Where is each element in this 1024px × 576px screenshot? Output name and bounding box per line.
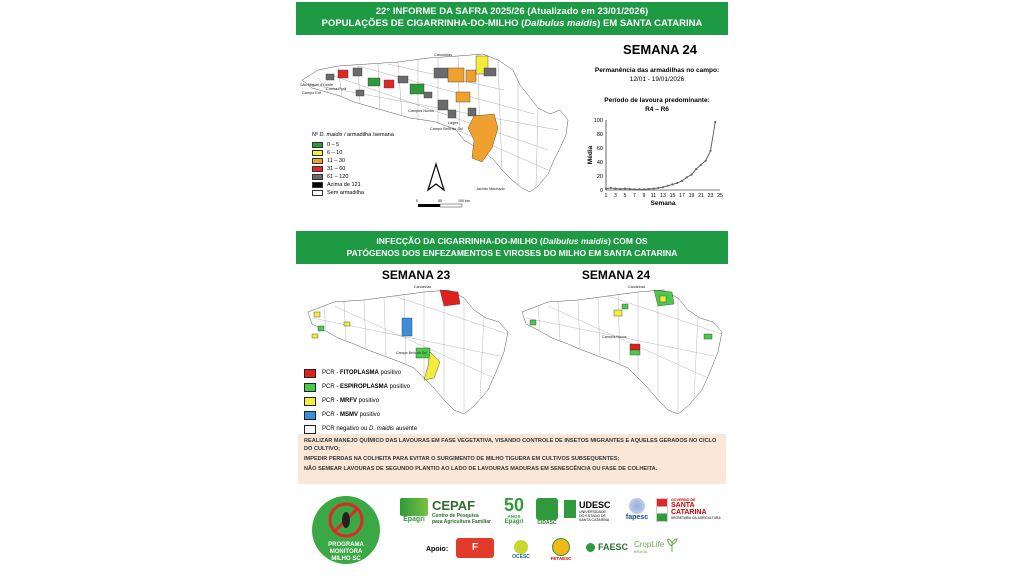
label-cunha-pora: Cunha Porã (326, 87, 347, 91)
fetaesc-logo: FETAESC (546, 538, 576, 561)
series-line (606, 122, 715, 189)
data-point (614, 188, 616, 190)
legend-item (312, 157, 394, 165)
pcr-label: PCR - ESPIROPLASMA positivo (322, 384, 411, 390)
svg-text:MONITORA: MONITORA (329, 549, 363, 555)
svg-text:Canoinhas: Canoinhas (628, 285, 646, 289)
legend-swatch (312, 142, 323, 148)
label-campos-novos: Campos Novos (408, 109, 434, 113)
x-tick-label: 11 (650, 193, 657, 199)
svg-text:Canoinhas: Canoinhas (414, 285, 432, 289)
data-point (676, 182, 678, 184)
week23-map-title: SEMANA 23 (381, 268, 451, 282)
gov-sc-logo: GOVERNO DE SANTA CATARINA SECRETARIA DA AGRICULTURA (656, 498, 722, 522)
x-tick-label: 19 (688, 193, 695, 199)
pcr-swatch (304, 383, 316, 392)
data-point (705, 160, 707, 162)
pcr-swatch (304, 425, 316, 434)
legend-label: 11 – 30 (327, 158, 345, 164)
infection-map-week24 (518, 282, 728, 422)
population-chart (586, 114, 726, 218)
legend-label: 0 – 5 (327, 142, 340, 148)
reco-3: NÃO SEMEAR LAVOURAS DE SEGUNDO PLANTIO AO LADO DE LAVOURAS MADURAS EM SENESCÊNCIA OU FASE DE COLHEITA. (304, 466, 658, 472)
week24-title: SEMANA 24 (623, 42, 697, 57)
legend-title: Nº D. maidis / armadilha /semana (312, 132, 394, 138)
data-point (619, 188, 621, 190)
svg-text:Campos Novos: Campos Novos (602, 335, 627, 339)
footer-logos (296, 490, 728, 576)
epagri-logo: Epagri (398, 498, 430, 523)
y-tick-label: 0 (599, 188, 603, 194)
pcr-legend-item (304, 394, 417, 408)
udesc-logo: UDESC UNIVERSIDADE DO ESTADO DE SANTA CATARINA (564, 500, 620, 522)
pcr-label: PCR - MSMV positivo (322, 412, 381, 418)
cepaf-logo: CEPAF Centro de Pesquisa para Agricultura Familiar (432, 498, 491, 525)
population-legend (312, 132, 394, 197)
x-tick-label: 9 (642, 193, 646, 199)
legend-swatch (312, 174, 323, 180)
y-axis-label: Média (587, 145, 594, 165)
label-jacinto: Jacinto Machado (476, 187, 505, 191)
recommendations (298, 434, 726, 484)
label-campo-ere: Campo Erê (302, 91, 322, 95)
legend-label: 61 – 120 (327, 174, 349, 180)
legend-item (312, 181, 394, 189)
data-point (714, 121, 716, 123)
data-point (686, 176, 688, 178)
y-tick-label: 20 (596, 174, 603, 180)
pcr-legend-item (304, 408, 417, 422)
x-tick-label: 15 (669, 193, 676, 199)
data-point (633, 188, 635, 190)
svg-text:100 km: 100 km (458, 199, 470, 203)
data-point (695, 168, 697, 170)
poster (296, 0, 728, 576)
legend-label: Sem armadilha (327, 190, 364, 196)
week24-map-title: SEMANA 24 (581, 268, 651, 282)
data-point (638, 188, 640, 190)
y-tick-label: 40 (596, 160, 603, 166)
pcr-label: PCR - FITOPLASMA positivo (322, 370, 401, 376)
svg-text:50: 50 (438, 199, 442, 203)
legend-item (312, 189, 394, 197)
legend-label: 6 – 10 (327, 150, 343, 156)
data-point (648, 188, 650, 190)
pcr-label: PCR - MRFV positivo (322, 398, 380, 404)
x-tick-label: 21 (698, 193, 704, 199)
fapesc-logo: fapesc (622, 498, 652, 521)
data-point (662, 186, 664, 188)
faesc-logo: FAESC (586, 542, 632, 552)
data-point (643, 188, 645, 190)
data-point (690, 174, 692, 176)
croplife-logo: CropLife BRASIL (634, 540, 665, 554)
legend-item (312, 149, 394, 157)
svg-text:MILHO SC: MILHO SC (331, 556, 361, 562)
legend-item (312, 141, 394, 149)
svg-text:PROGRAMA: PROGRAMA (328, 542, 364, 548)
y-tick-label: 80 (596, 132, 603, 138)
trap-permanence: Permanência das armadilhas no campo: 12/01 - 19/01/2026 (594, 67, 720, 83)
data-point (629, 188, 631, 190)
x-tick-label: 7 (633, 193, 636, 199)
data-point (671, 183, 673, 185)
leaf-icon (666, 538, 678, 552)
pcr-swatch (304, 411, 316, 420)
data-point (657, 187, 659, 189)
y-tick-label: 100 (593, 118, 603, 124)
program-logo (310, 494, 382, 566)
pcr-swatch (304, 397, 316, 406)
x-axis-label: Semana (650, 200, 676, 207)
x-tick-label: 5 (623, 193, 627, 199)
infection-banner: INFECÇÃO DA CIGARRINHA-DO-MILHO (Dalbulus maidis) COM OS PATÓGENOS DOS ENFEZAMENTOS E VIROSES DO MILHO EM SANTA CATARINA (296, 231, 728, 264)
north-arrow-icon (428, 164, 444, 190)
cidasc-logo: CIDASC (534, 498, 560, 526)
pcr-legend-item (304, 366, 417, 380)
legend-swatch (312, 190, 323, 196)
reco-2: IMPEDIR PERDAS NA COLHEITA PARA EVITAR O SURGIMENTO DE MILHO TIGUERA EM CULTIVOS SUBSEQUENTES; (304, 456, 620, 462)
svg-text:Campo Belo do Sul: Campo Belo do Sul (396, 351, 427, 355)
legend-item (312, 173, 394, 181)
svg-text:0: 0 (416, 199, 418, 203)
data-point (667, 185, 669, 187)
x-tick-label: 23 (707, 193, 714, 199)
header-banner (296, 2, 728, 35)
reco-1: REALIZAR MANEJO QUÍMICO DAS LAVOURAS EM FASE VEGETATIVA, VISANDO CONTROLE DE INSETOS MIGRANTES E AQUELES GERADOS NO CICLO DO CULTIVO; (304, 438, 717, 452)
crop-period: Período de lavoura predominante: R4 – R6 (604, 97, 710, 113)
data-point (624, 188, 626, 190)
ocesc-logo: OCESC (506, 540, 536, 560)
x-tick-label: 1 (604, 193, 608, 199)
data-point (700, 164, 702, 166)
legend-swatch (312, 182, 323, 188)
pcr-legend (304, 366, 417, 436)
data-point (709, 150, 711, 152)
x-tick-label: 17 (679, 193, 685, 199)
legend-swatch (312, 158, 323, 164)
label-campo-belo: Campo Belo do Sul (430, 127, 463, 131)
y-tick-label: 60 (596, 146, 603, 152)
legend-swatch (312, 150, 323, 156)
x-tick-label: 25 (717, 193, 723, 199)
label-lages: Lages (448, 121, 459, 125)
label-canoinhas: Canoinhas (434, 53, 453, 57)
label-sao-miguel: São Miguel d'Oeste (300, 83, 334, 87)
legend-label: 31 – 60 (327, 166, 346, 172)
scale-bar (416, 199, 470, 207)
data-point (652, 188, 654, 190)
header-line1: 22° INFORME DA SAFRA 2025/26 (Atualizado em 23/01/2026) (375, 6, 649, 17)
x-tick-label: 13 (660, 193, 666, 199)
x-tick-label: 3 (614, 193, 617, 199)
pcr-legend-item (304, 380, 417, 394)
legend-label: Acima de 121 (327, 182, 361, 188)
data-point (681, 180, 683, 182)
pcr-swatch (304, 369, 316, 378)
faesc-senar-logo: F (456, 538, 494, 558)
apoio-label: Apoio: (426, 546, 449, 553)
data-point (610, 187, 612, 189)
data-point (605, 188, 607, 190)
legend-swatch (312, 166, 323, 172)
pcr-label: PCR negativo ou D. maidis ausente (322, 426, 418, 432)
legend-item (312, 165, 394, 173)
header-line2: POPULAÇÕES DE CIGARRINHA-DO-MILHO (Dalbulus maidis) EM SANTA CATARINA (321, 18, 703, 29)
epagri-50-logo: 50 ANOS Epagri (503, 495, 525, 525)
